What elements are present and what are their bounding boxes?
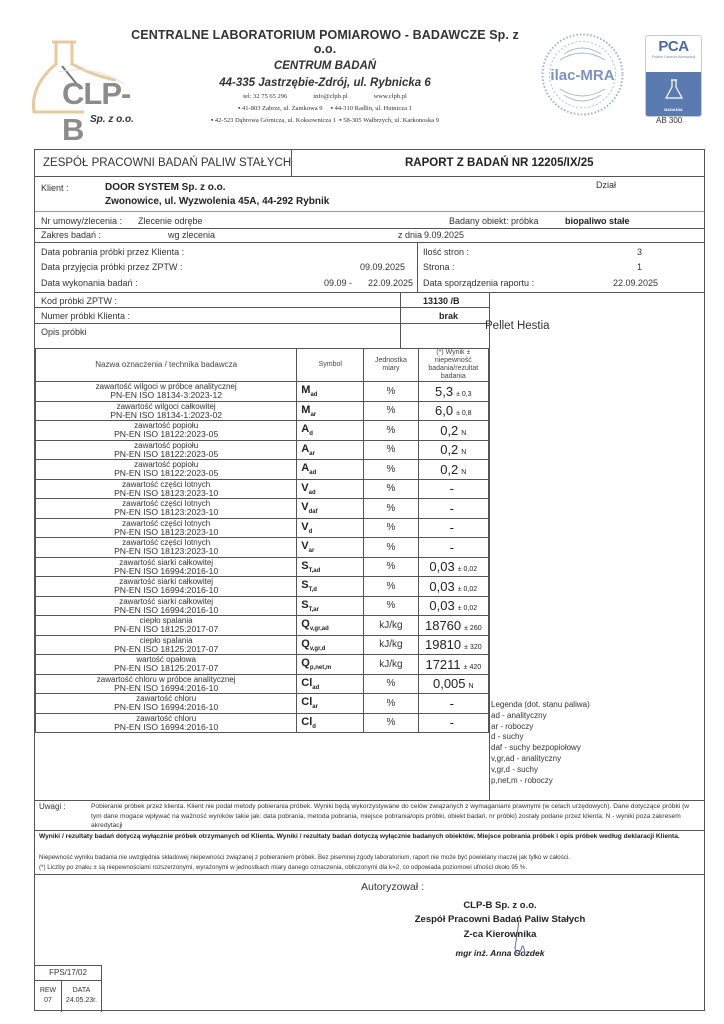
symbol-cell — [297, 440, 364, 460]
handwritten-signature-icon — [505, 918, 535, 960]
symbol: S — [301, 598, 309, 611]
client-address: Zwonowice, ul. Wyzwolenia 45A, 44-292 Rybnik — [105, 196, 330, 207]
symbol-subscript: ar — [310, 411, 317, 418]
test-standard: PN-EN ISO 18123:2023-10 — [114, 546, 219, 557]
unit-header-line-1: Jednostka — [374, 357, 407, 364]
symbol-cell — [297, 616, 364, 636]
symbol: V — [301, 481, 309, 494]
test-standard: PN-EN ISO 18123:2023-10 — [114, 507, 219, 518]
column-header-result — [418, 349, 488, 382]
logo-subtext: Sp. z o.o. — [90, 114, 134, 125]
symbol: V — [301, 520, 309, 533]
unit-cell: % — [364, 518, 418, 538]
test-name-cell — [36, 401, 297, 421]
symbol: M — [301, 403, 311, 416]
signature-team: Zespół Pracowni Badań Paliw Stałych — [414, 914, 586, 925]
phone: tel: 32 75 65 296 — [243, 93, 288, 100]
test-standard: PN-EN ISO 18134-3:2023-12 — [110, 390, 223, 401]
unit-cell: % — [364, 479, 418, 499]
test-standard: PN-EN ISO 18122:2023-05 — [114, 468, 219, 479]
test-name: zawartość siarki całkowitej — [119, 596, 214, 606]
test-name: ciepło spalania — [139, 616, 193, 626]
result-cell — [418, 655, 488, 675]
result-cell — [418, 694, 488, 714]
symbol: S — [301, 579, 309, 592]
table-row — [36, 538, 489, 558]
unit-header-line-2: miary — [382, 365, 400, 372]
signatory-name: mgr inż. Anna Gozdek — [455, 948, 545, 958]
result-cell — [418, 557, 488, 577]
object-value: biopaliwo stałe — [565, 216, 630, 226]
test-date-to: 22.09.2025 — [368, 278, 414, 288]
result-uncertainty: ± 0,02 — [457, 566, 478, 574]
test-standard: PN-EN ISO 16994:2016-10 — [114, 721, 219, 732]
result-cell — [418, 674, 488, 694]
receipt-date-label: Data przyjęcia próbki przez ZPTW : — [41, 262, 183, 272]
letterhead — [130, 28, 520, 124]
symbol: Q — [301, 657, 310, 670]
ilac-mra-mark — [540, 32, 625, 117]
symbol: V — [301, 501, 309, 514]
result-value: - — [449, 481, 454, 497]
legend-item: daf - suchy bezpopiołowy — [491, 743, 581, 753]
test-name-cell — [36, 538, 297, 558]
pages-label: Ilość stron : — [423, 247, 470, 257]
test-name: zawartość popiołu — [134, 421, 199, 431]
result-value: - — [449, 500, 454, 516]
symbol: A — [301, 442, 310, 455]
test-name-cell — [36, 616, 297, 636]
symbol-subscript: T,ar — [308, 606, 319, 613]
symbol-subscript: d — [308, 528, 313, 535]
report-date: 22.09.2025 — [613, 278, 659, 288]
result-cell — [418, 460, 488, 480]
symbol-cell — [297, 694, 364, 714]
result-cell — [418, 440, 488, 460]
unit-cell: % — [364, 421, 418, 441]
test-standard: PN-EN ISO 16994:2016-10 — [114, 604, 219, 615]
result-uncertainty: ± 0,02 — [457, 605, 478, 613]
symbol: V — [301, 540, 309, 553]
symbol-cell — [297, 538, 364, 558]
test-standard: PN-EN ISO 18123:2023-10 — [114, 487, 219, 498]
lab-contact — [130, 93, 520, 100]
test-date-from: 09.09 - — [324, 278, 353, 288]
result-cell — [418, 635, 488, 655]
result-uncertainty: ± 0,8 — [456, 410, 472, 418]
test-name-cell — [36, 382, 297, 402]
symbol: A — [301, 462, 310, 475]
symbol-subscript: ad — [310, 392, 318, 399]
legend-item: v,gr,d - suchy — [491, 764, 538, 774]
pages-value: 3 — [637, 247, 643, 257]
unit-cell: % — [364, 596, 418, 616]
symbol-subscript: T,ad — [308, 567, 321, 574]
test-standard: PN-EN ISO 16994:2016-10 — [114, 702, 219, 713]
legend-item: p,net,m - roboczy — [491, 775, 553, 785]
branches-line-1: ▪ 41-803 Zabrze, ul. Zamkowa 9 ▪ 44-310 Radlin, ul. Hutnicza 1 — [238, 105, 412, 112]
unit-cell: % — [364, 440, 418, 460]
symbol: Cl — [301, 696, 313, 709]
test-name: zawartość popiołu — [134, 440, 199, 450]
test-name-cell — [36, 421, 297, 441]
legend-title: Legenda (dot. stanu paliwa) — [491, 700, 590, 709]
symbol-cell — [297, 401, 364, 421]
report-date-label: Data sporządzenia raportu : — [423, 278, 535, 288]
result-uncertainty: ± 260 — [464, 624, 482, 632]
disclaimer-line-1: Niepewność wyniku badania nie uwzględnia składowej niepewności związanej z pobieraniem próbek. Bez pisemnej zgody laboratorium, raport nie może być powielany inaczej jak tylko w całości. — [39, 854, 571, 861]
test-name-cell — [36, 557, 297, 577]
test-name-cell — [36, 479, 297, 499]
revision-value: 07 — [44, 997, 52, 1004]
disclaimer-bold: Wyniki / rezultaty badań dotyczą wyłącznie próbek otrzymanych od Klienta. Wyniki / rezultaty badań dotyczą wyłącznie badanych obiektów. Miejsce pobrania próbek i opis próbek według deklaracji Klienta. — [39, 833, 680, 840]
pca-badge-label: BADANIA — [664, 107, 683, 112]
result-value: 0,2 — [440, 461, 459, 477]
flask-icon — [663, 78, 685, 102]
result-cell — [418, 479, 488, 499]
result-value: 18760 — [424, 617, 462, 633]
symbol-subscript: ad — [308, 489, 316, 496]
department-field-label: Dział — [596, 180, 617, 190]
test-name: wartość opałowa — [136, 655, 196, 665]
lab-name: CENTRALNE LABORATORIUM POMIAROWO - BADAWCZE Sp. z o.o. — [131, 28, 519, 56]
scope-date-label: z dnia — [398, 230, 423, 240]
disclaimer-line-2: (*) Liczby po znaku ± są niepewnościami rozszerzonymi, wyrażonymi w jednostkach miary danego oznaczenia, obliczonymi dla k=2, co odpowiada poziomowi ufności około 95 %. — [39, 864, 528, 871]
test-standard: PN-EN ISO 18122:2023-05 — [114, 448, 219, 459]
legend-item: ar - roboczy — [491, 721, 534, 731]
symbol-subscript: d — [309, 431, 313, 438]
unit-cell: kJ/kg — [364, 655, 418, 675]
table-header-row — [36, 349, 489, 382]
test-name: zawartość wilgoci całkowitej — [116, 401, 216, 411]
symbol-cell — [297, 596, 364, 616]
symbol-subscript: ar — [312, 704, 318, 711]
client-label: Klient : — [41, 183, 69, 193]
result-value: - — [449, 715, 454, 731]
test-standard: PN-EN ISO 18122:2023-05 — [114, 429, 219, 440]
pca-description: Polskie Centrum Akredytacji — [651, 55, 696, 59]
legend-item: ad - analityczny — [491, 710, 547, 720]
ilac-globe-icon — [540, 32, 625, 117]
result-value: 5,3 — [434, 383, 454, 399]
symbol-subscript: v,gr,d — [309, 645, 326, 652]
table-row — [36, 382, 489, 402]
table-row — [36, 460, 489, 480]
column-header-name: Nazwa oznaczenia / technika badawcza — [36, 349, 297, 382]
test-name: zawartość wilgoci w próbce analitycznej — [95, 382, 237, 392]
test-name-cell — [36, 499, 297, 519]
branches-line-2: ▪ 42-523 Dąbrowa Górnicza, ul. Koksownicza 1 ▪ 58-305 Wałbrzych, ul. Karkonoska 9 — [211, 117, 439, 124]
result-cell — [418, 499, 488, 519]
email-link[interactable]: info@clpb.pl — [313, 93, 348, 100]
symbol-subscript: T,d — [308, 587, 317, 594]
result-value: 0,03 — [429, 578, 455, 594]
table-row — [36, 596, 489, 616]
result-uncertainty: ± 0,3 — [456, 390, 472, 398]
test-name: zawartość chloru — [136, 713, 197, 723]
result-cell — [418, 577, 488, 597]
test-name: zawartość części lotnych — [122, 538, 211, 548]
test-name: ciepło spalania — [139, 635, 193, 645]
table-row — [36, 421, 489, 441]
client-sample-number: brak — [439, 311, 459, 321]
pca-accreditation-mark — [645, 35, 702, 117]
result-cell — [418, 616, 488, 636]
table-row — [36, 616, 489, 636]
symbol-cell — [297, 460, 364, 480]
result-uncertainty: ± 0,02 — [457, 585, 478, 593]
result-value: 0,2 — [440, 422, 459, 438]
test-standard: PN-EN ISO 16994:2016-10 — [114, 565, 219, 576]
test-name-cell — [36, 713, 297, 733]
symbol: A — [301, 423, 310, 436]
result-uncertainty: N — [468, 683, 474, 691]
unit-cell: % — [364, 577, 418, 597]
table-row — [36, 655, 489, 675]
symbol-cell — [297, 421, 364, 441]
unit-cell: % — [364, 674, 418, 694]
pca-label: PCA — [658, 38, 689, 55]
test-standard: PN-EN ISO 18125:2017-07 — [114, 624, 219, 635]
result-cell — [418, 518, 488, 538]
test-name-cell — [36, 440, 297, 460]
symbol-subscript: daf — [308, 509, 318, 516]
contract-label: Nr umowy/zlecenia : — [41, 216, 123, 226]
result-value: 0,03 — [429, 598, 455, 614]
form-date-value: 24.05.23r. — [65, 997, 98, 1004]
test-name-cell — [36, 674, 297, 694]
test-name: zawartość części lotnych — [122, 499, 211, 509]
symbol-cell — [297, 499, 364, 519]
object-label: Badany obiekt: próbka — [449, 216, 539, 226]
table-row — [36, 577, 489, 597]
symbol-subscript: ar — [309, 450, 315, 457]
result-cell — [418, 596, 488, 616]
legend-item: v,gr,ad - analityczny — [491, 753, 562, 763]
table-row — [36, 518, 489, 538]
result-cell — [418, 421, 488, 441]
test-standard: PN-EN ISO 18134-1:2023-02 — [110, 409, 223, 420]
result-uncertainty: ± 420 — [463, 663, 482, 671]
symbol-subscript: p,net,m — [309, 665, 332, 672]
unit-cell: kJ/kg — [364, 635, 418, 655]
client-sample-label: Numer próbki Klienta : — [41, 311, 131, 321]
unit-cell: % — [364, 460, 418, 480]
legend — [491, 700, 590, 786]
test-name-cell — [36, 460, 297, 480]
logo-text: CLP-B — [62, 76, 131, 147]
department-name: ZESPÓŁ PRACOWNI BADAŃ PALIW STAŁYCH — [43, 157, 292, 169]
symbol-cell — [297, 577, 364, 597]
test-name-cell — [36, 577, 297, 597]
symbol-cell — [297, 479, 364, 499]
table-row — [36, 401, 489, 421]
test-name-cell — [36, 655, 297, 675]
symbol-cell — [297, 635, 364, 655]
website-link[interactable]: www.clpb.pl — [373, 93, 407, 100]
result-uncertainty: N — [461, 449, 467, 457]
table-row — [36, 557, 489, 577]
test-standard: PN-EN ISO 16994:2016-10 — [114, 585, 219, 596]
result-cell — [418, 538, 488, 558]
unit-cell: % — [364, 401, 418, 421]
result-value: 6,0 — [434, 403, 454, 419]
test-name: zawartość siarki całkowitej — [119, 557, 214, 567]
unit-cell: % — [364, 382, 418, 402]
test-name: zawartość chloru — [136, 694, 197, 704]
test-date-label: Data wykonania badań : — [41, 278, 138, 288]
revision-label: REW — [39, 987, 57, 994]
result-value: - — [449, 520, 454, 536]
result-value: - — [449, 539, 454, 555]
sampling-date-label: Data pobrania próbki przez Klienta : — [41, 247, 185, 257]
test-standard: PN-EN ISO 16994:2016-10 — [114, 682, 219, 693]
lab-address: 44-335 Jastrzębie-Zdrój, ul. Rybnicka 6 — [219, 77, 431, 89]
table-row — [36, 713, 489, 733]
sample-code-label: Kod próbki ZPTW : — [41, 296, 118, 306]
test-standard: PN-EN ISO 18125:2017-07 — [114, 663, 219, 674]
test-standard: PN-EN ISO 18125:2017-07 — [114, 643, 219, 654]
unit-cell: % — [364, 713, 418, 733]
test-name: zawartość części lotnych — [122, 518, 211, 528]
scope-label: Zakres badań : — [41, 230, 102, 240]
form-code: FPS/17/02 — [35, 966, 101, 981]
page-label: Strona : — [423, 262, 455, 272]
report-frame — [34, 149, 705, 1011]
table-row — [36, 694, 489, 714]
sample-code: 13130 /B — [423, 296, 460, 306]
unit-cell: % — [364, 694, 418, 714]
result-value: 0,2 — [440, 442, 459, 458]
sample-description: Pellet Hestia — [485, 320, 550, 332]
test-name-cell — [36, 635, 297, 655]
column-header-symbol: Symbol — [297, 349, 364, 382]
form-info-box — [35, 965, 102, 1012]
accreditation-code: AB 300 — [656, 116, 683, 125]
result-value: 0,005 — [432, 676, 466, 692]
result-uncertainty: N — [461, 468, 467, 476]
symbol-subscript: v,gr,ad — [309, 626, 329, 633]
form-date-cell — [62, 981, 101, 1012]
symbol: S — [301, 559, 309, 572]
unit-cell: % — [364, 499, 418, 519]
symbol-cell — [297, 382, 364, 402]
signature-role: Z-ca Kierownika — [463, 929, 537, 940]
result-uncertainty: ± 320 — [464, 644, 482, 652]
test-name-cell — [36, 694, 297, 714]
symbol: M — [301, 384, 311, 397]
symbol-subscript: ad — [312, 684, 320, 691]
client-name: DOOR SYSTEM Sp. z o.o. — [105, 182, 226, 193]
symbol: Cl — [301, 715, 313, 728]
table-row — [36, 674, 489, 694]
report-title: RAPORT Z BADAŃ NR 12205/IX/25 — [405, 157, 594, 169]
test-name: zawartość popiołu — [134, 460, 199, 470]
authorized-label: Autoryzował : — [361, 881, 425, 893]
ilac-label: ilac-MRA — [550, 67, 615, 84]
lab-subtitle: CENTRUM BADAŃ — [273, 60, 377, 72]
scope-value: wg zlecenia — [168, 230, 216, 240]
symbol-subscript: ad — [309, 470, 317, 477]
revision-cell — [35, 981, 62, 1012]
receipt-date: 09.09.2025 — [360, 262, 406, 272]
result-header-line-2: badania/rezultat badania — [428, 365, 479, 380]
test-name: zawartość siarki całkowitej — [119, 577, 214, 587]
unit-cell: % — [364, 557, 418, 577]
unit-cell: % — [364, 538, 418, 558]
scope-date: 9.09.2025 — [424, 230, 465, 240]
signature-company: CLP-B Sp. z o.o. — [463, 900, 537, 911]
symbol-cell — [297, 674, 364, 694]
result-value: 0,03 — [429, 559, 455, 575]
page-value: 1 — [637, 262, 643, 272]
symbol-subscript: ar — [308, 548, 315, 555]
symbol-cell — [297, 655, 364, 675]
symbol: Q — [301, 637, 310, 650]
result-value: 17211 — [425, 656, 461, 672]
legend-item: d - suchy — [491, 732, 524, 742]
symbol-cell — [297, 557, 364, 577]
table-row — [36, 479, 489, 499]
test-name-cell — [36, 596, 297, 616]
symbol-cell — [297, 518, 364, 538]
contract-value: Zlecenie odrębe — [138, 216, 203, 226]
table-row — [36, 440, 489, 460]
test-standard: PN-EN ISO 18123:2023-10 — [114, 526, 219, 537]
notes-text: Pobieranie próbek przez klienta. Klient nie podał metody pobierania próbek. Wyniki będą wykorzystywane do celów związanych z wymaganiami prawnymi (w celach urzędowych). Dane dotyczące próbki (w tym dane mogace wpływać na ważność wyników takie jak: data pobrania, metoda pobrania, miejsce pobrania/opis próbki, obiekt badań, nr próbki) zostały podane przez klienta. N - wyniki poza zakresem akredytacji — [91, 803, 690, 830]
test-name-cell — [36, 518, 297, 538]
unit-cell: kJ/kg — [364, 616, 418, 636]
column-header-unit — [364, 349, 418, 382]
test-name: zawartość części lotnych — [122, 479, 211, 489]
result-value: 19810 — [424, 637, 462, 653]
test-name: zawartość chloru w próbce analitycznej — [96, 674, 236, 684]
result-uncertainty: N — [461, 429, 467, 437]
result-cell — [418, 713, 488, 733]
table-row — [36, 635, 489, 655]
result-cell — [418, 382, 488, 402]
description-label: Opis próbki — [41, 327, 87, 337]
form-date-label: DATA — [72, 987, 91, 994]
symbol: Q — [301, 618, 310, 631]
results-table — [35, 348, 489, 733]
symbol-subscript: d — [312, 723, 316, 730]
result-header-line-1: (*) Wynik ± niepewność — [434, 349, 472, 364]
result-value: - — [449, 695, 454, 711]
result-cell — [418, 401, 488, 421]
table-row — [36, 499, 489, 519]
symbol: Cl — [301, 676, 313, 689]
symbol-cell — [297, 713, 364, 733]
notes-label: Uwagi : — [39, 802, 66, 811]
